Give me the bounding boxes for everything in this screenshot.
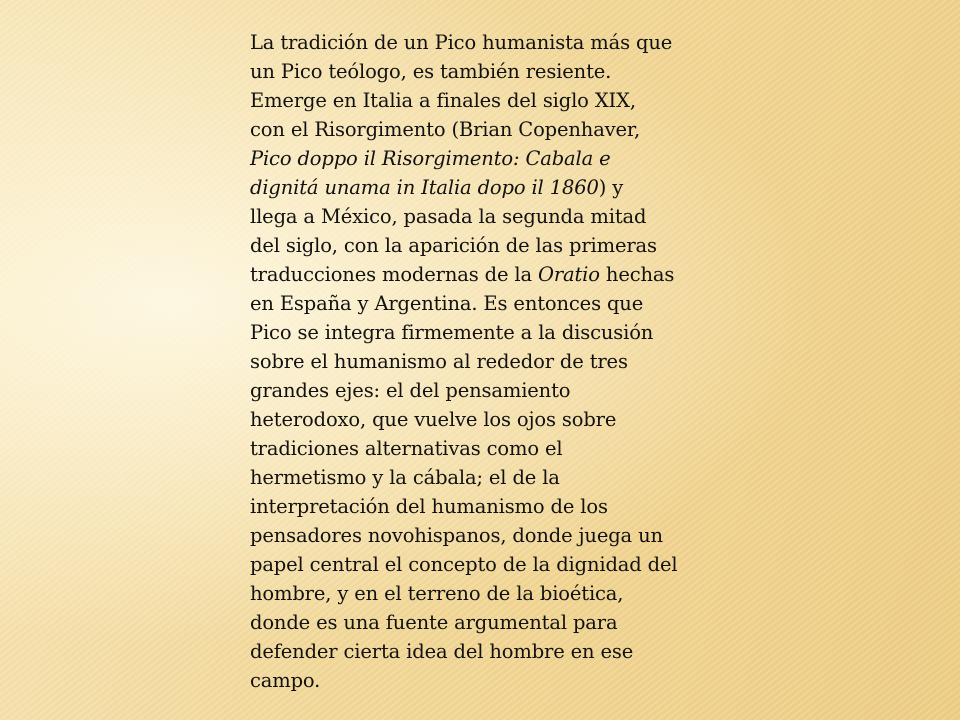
italic-title: Pico doppo il Risorgimento: Cabala e (250, 147, 611, 170)
text-line: interpretación del humanismo de los (250, 495, 608, 518)
text-line: La tradición de un Pico humanista más que (250, 31, 673, 54)
text-line: papel central el concepto de la dignidad del (250, 553, 678, 576)
text-line: del siglo, con la aparición de las primeras (250, 234, 657, 257)
text-line: dignitá unama in Italia dopo il 1860) y (250, 176, 624, 199)
text-line: tradiciones alternativas como el (250, 437, 563, 460)
italic-work-title: Oratio (538, 263, 600, 286)
text-line: hermetismo y la cábala; el de la (250, 466, 560, 489)
italic-title: dignitá unama in Italia dopo il 1860 (250, 176, 599, 199)
text-line: heterodoxo, que vuelve los ojos sobre (250, 408, 617, 431)
text-line: sobre el humanismo al rededor de tres (250, 350, 628, 373)
text-line-italic (250, 144, 720, 173)
text-line: grandes ejes: el del pensamiento (250, 379, 571, 402)
text-line: Emerge en Italia a finales del siglo XIX, (250, 89, 636, 112)
body-paragraph (250, 28, 720, 695)
text-line: en España y Argentina. Es entonces que (250, 292, 644, 315)
text-line: defender cierta idea del hombre en ese (250, 640, 634, 663)
text-line: pensadores novohispanos, donde juega un (250, 524, 663, 547)
text-line: campo. (250, 669, 321, 692)
text-line: Pico se integra firmemente a la discusión (250, 321, 654, 344)
text-line: un Pico teólogo, es también resiente. (250, 60, 612, 83)
text-line: llega a México, pasada la segunda mitad (250, 205, 647, 228)
text-line: donde es una fuente argumental para (250, 611, 618, 634)
text-line: hombre, y en el terreno de la bioética, (250, 582, 624, 605)
text-line: traducciones modernas de la Oratio hechas (250, 263, 675, 286)
text-line: con el Risorgimento (Brian Copenhaver, (250, 118, 641, 141)
